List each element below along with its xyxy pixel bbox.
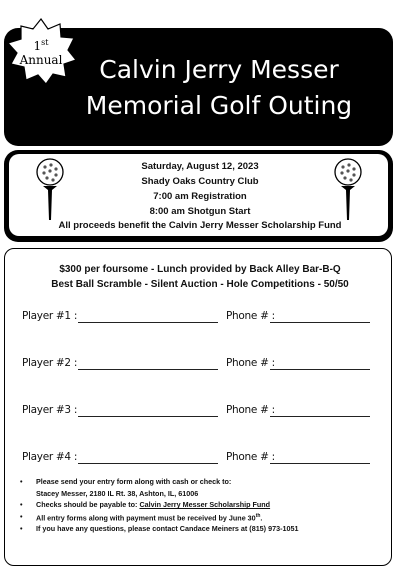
payee-name: Calvin Jerry Messer Scholarship Fund (139, 500, 271, 509)
player-label: Player #3 : (22, 404, 78, 416)
badge-text (4, 36, 78, 67)
mailing-address: Stacey Messer, 2180 IL Rt. 38, Ashton, IL, 61006 (36, 488, 199, 498)
activities-line: Best Ball Scramble - Silent Auction - Hole Competitions - 50/50 (51, 279, 349, 290)
player-row-3 (0, 404, 400, 420)
player-row-1 (0, 310, 400, 326)
event-registration-time: 7:00 am Registration (153, 191, 247, 202)
phone-label: Phone # : (226, 310, 275, 322)
event-start-time: 8:00 am Shotgun Start (149, 206, 251, 217)
event-title-line-2: Memorial Golf Outing (85, 91, 353, 120)
bullet-icon: • (20, 511, 23, 521)
bullet-icon: • (20, 524, 23, 534)
player-name-field[interactable] (78, 369, 218, 370)
list-item: • Checks should be payable to: Calvin Jerry Messer Scholarship Fund (20, 500, 271, 509)
event-title-line-1: Calvin Jerry Messer (99, 55, 339, 84)
event-title (60, 52, 378, 124)
badge-annual: Annual (19, 53, 63, 67)
event-proceeds: All proceeds benefit the Calvin Jerry Messer Scholarship Fund (58, 220, 342, 231)
list-item: • If you have any questions, please contact Candace Meiners at (815) 973-1051 (20, 524, 299, 534)
badge-ordinal: 1st (33, 38, 49, 53)
phone-field[interactable] (270, 463, 370, 464)
list-item: • Please send your entry form along with cash or check to: (20, 477, 232, 486)
instructions-list (20, 476, 380, 535)
list-item: • All entry forms along with payment must be received by June 30th. (20, 511, 263, 522)
pricing-line: $300 per foursome - Lunch provided by Back Alley Bar-B-Q (59, 264, 341, 275)
player-name-field[interactable] (78, 463, 218, 464)
player-name-field[interactable] (78, 416, 218, 417)
phone-field[interactable] (270, 322, 370, 323)
event-venue: Shady Oaks Country Club (141, 176, 259, 187)
player-row-2 (0, 357, 400, 373)
bullet-icon: • (20, 500, 23, 509)
player-label: Player #2 : (22, 357, 78, 369)
phone-label: Phone # : (226, 451, 275, 463)
player-label: Player #4 : (22, 451, 78, 463)
phone-label: Phone # : (226, 404, 275, 416)
player-label: Player #1 : (22, 310, 78, 322)
player-name-field[interactable] (78, 322, 218, 323)
phone-label: Phone # : (226, 357, 275, 369)
phone-field[interactable] (270, 416, 370, 417)
bullet-icon: • (20, 477, 23, 486)
event-date: Saturday, August 12, 2023 (141, 161, 259, 172)
phone-field[interactable] (270, 369, 370, 370)
player-row-4 (0, 451, 400, 467)
